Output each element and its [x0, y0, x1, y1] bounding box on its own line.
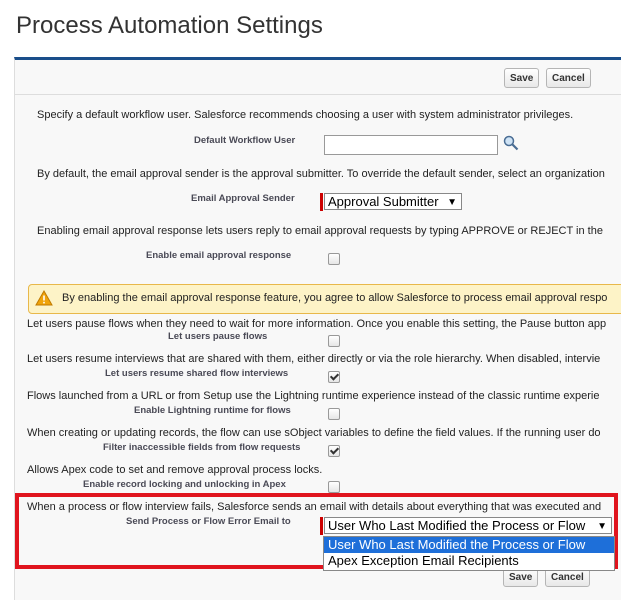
- top-button-bar: [15, 60, 621, 95]
- pause-checkbox[interactable]: [328, 335, 340, 347]
- lightning-checkbox[interactable]: [328, 408, 340, 420]
- filter-checkbox[interactable]: [328, 445, 340, 457]
- bottom-button-bar: [14, 567, 621, 594]
- workflow-user-description: Specify a default workflow user. Salesforce recommends choosing a user with system administrator privileges.: [37, 109, 574, 121]
- dropdown-arrow-icon: ▼: [597, 521, 607, 532]
- error-email-value: User Who Last Modified the Process or Flow: [328, 518, 586, 533]
- option-apex-exception-recipients[interactable]: Apex Exception Email Recipients: [328, 553, 519, 568]
- lookup-search-icon[interactable]: [503, 135, 519, 151]
- workflow-user-input[interactable]: [324, 135, 498, 155]
- pause-description: Let users pause flows when they need to wait for more information. Once you enable this setting, the Pause button app: [27, 318, 607, 330]
- option-last-modified-user[interactable]: User Who Last Modified the Process or Flow: [324, 537, 614, 553]
- error-email-options: [323, 536, 615, 571]
- lightning-label: Enable Lightning runtime for flows: [134, 405, 291, 416]
- email-response-label: Enable email approval response: [146, 250, 292, 261]
- filter-label: Filter inaccessible fields from flow requests: [103, 442, 301, 453]
- email-response-description: Enabling email approval response lets users reply to email approval requests by typing APPROVE or REJECT in the: [37, 225, 603, 237]
- resume-label: Let users resume shared flow interviews: [105, 368, 289, 379]
- warning-text: By enabling the email approval response feature, you agree to allow Salesforce to process email approval respo: [62, 292, 608, 304]
- email-response-checkbox[interactable]: [328, 253, 340, 265]
- workflow-user-label: Default Workflow User: [194, 135, 296, 146]
- error-email-select[interactable]: [324, 517, 612, 534]
- pause-label: Let users pause flows: [168, 331, 268, 342]
- save-button-bottom[interactable]: Save: [503, 567, 538, 587]
- email-sender-value: Approval Submitter: [328, 194, 439, 209]
- dropdown-arrow-icon: ▼: [447, 197, 457, 208]
- save-button-top[interactable]: Save: [504, 68, 539, 88]
- warning-icon: [35, 290, 53, 306]
- email-sender-description: By default, the email approval sender is the approval submitter. To override the default sender, select an organization: [37, 168, 605, 180]
- cancel-button-bottom[interactable]: Cancel: [545, 567, 590, 587]
- apex-label: Enable record locking and unlocking in Apex: [83, 479, 286, 490]
- cancel-button-top[interactable]: Cancel: [546, 68, 591, 88]
- lightning-description: Flows launched from a URL or from Setup use the Lightning runtime experience instead of the classic runtime experie: [27, 390, 600, 402]
- email-sender-select[interactable]: [324, 193, 462, 210]
- required-indicator: [320, 193, 323, 211]
- filter-description: When creating or updating records, the flow can use sObject variables to define the field values. If the running user do: [27, 427, 601, 439]
- resume-description: Let users resume interviews that are shared with them, either directly or via the role hierarchy. When disabled, intervie: [27, 353, 601, 365]
- warning-message: [28, 284, 621, 314]
- resume-checkbox[interactable]: [328, 371, 340, 383]
- required-indicator-error: [320, 517, 323, 535]
- error-email-description: When a process or flow interview fails, Salesforce sends an email with details about everything that was executed and: [27, 501, 602, 513]
- error-email-label: Send Process or Flow Error Email to: [126, 516, 291, 527]
- apex-description: Allows Apex code to set and remove approval process locks.: [27, 464, 323, 476]
- email-sender-label: Email Approval Sender: [191, 193, 295, 204]
- page-title: Process Automation Settings: [16, 12, 323, 39]
- apex-checkbox[interactable]: [328, 481, 340, 493]
